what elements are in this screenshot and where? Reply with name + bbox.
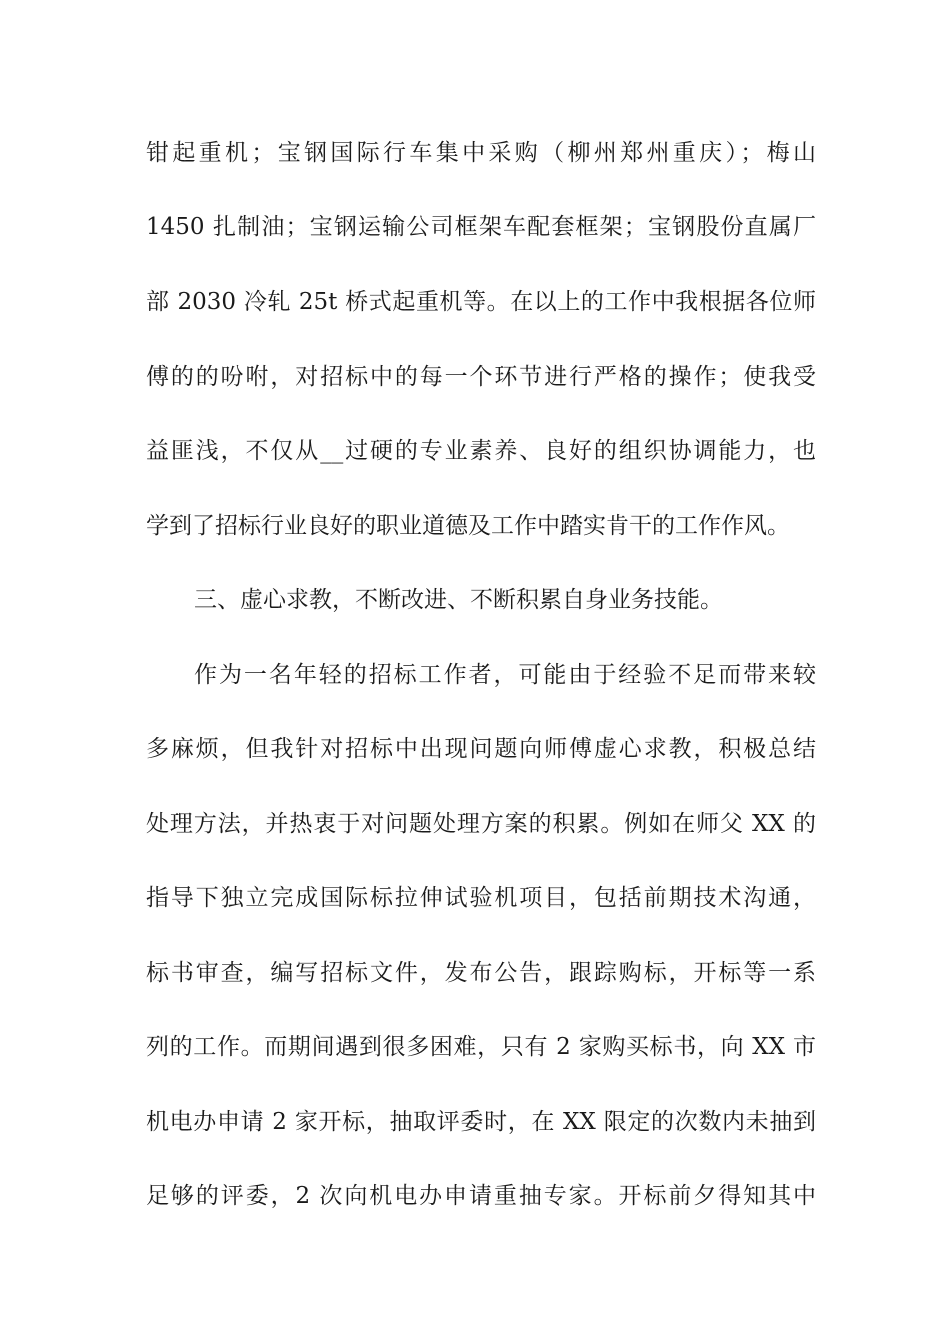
text-line: 标书审查，编写招标文件，发布公告，跟踪购标，开标等一系 xyxy=(146,960,816,986)
text-line: 多麻烦，但我针对招标中出现问题向师傅虚心求教，积极总结 xyxy=(146,736,816,762)
text-line: 足够的评委，2 次向机电办申请重抽专家。开标前夕得知其中 xyxy=(146,1183,816,1209)
paragraph-first-line: 作为一名年轻的招标工作者，可能由于经验不足而带来较 xyxy=(194,662,816,688)
text-line: 机电办申请 2 家开标，抽取评委时，在 XX 限定的次数内未抽到 xyxy=(146,1109,816,1135)
text-line: 部 2030 冷轧 25t 桥式起重机等。在以上的工作中我根据各位师 xyxy=(146,289,816,315)
section-heading: 三、虚心求教，不断改进、不断积累自身业务技能。 xyxy=(194,587,723,613)
text-line: 列的工作。而期间遇到很多困难，只有 2 家购买标书，向 XX 市 xyxy=(146,1034,816,1060)
text-line: 益匪浅，不仅从__过硬的专业素养、良好的组织协调能力，也 xyxy=(146,438,816,464)
text-line: 处理方法，并热衷于对问题处理方案的积累。例如在师父 XX 的 xyxy=(146,811,816,837)
text-line: 钳起重机；宝钢国际行车集中采购（柳州郑州重庆）；梅山 xyxy=(146,140,816,166)
text-line: 指导下独立完成国际标拉伸试验机项目，包括前期技术沟通， xyxy=(146,885,816,911)
text-line: 傅的的吩咐，对招标中的每一个环节进行严格的操作；使我受 xyxy=(146,364,816,390)
text-line: 1450 扎制油；宝钢运输公司框架车配套框架；宝钢股份直属厂 xyxy=(146,214,816,240)
text-line: 学到了招标行业良好的职业道德及工作中踏实肯干的工作作风。 xyxy=(146,513,790,539)
